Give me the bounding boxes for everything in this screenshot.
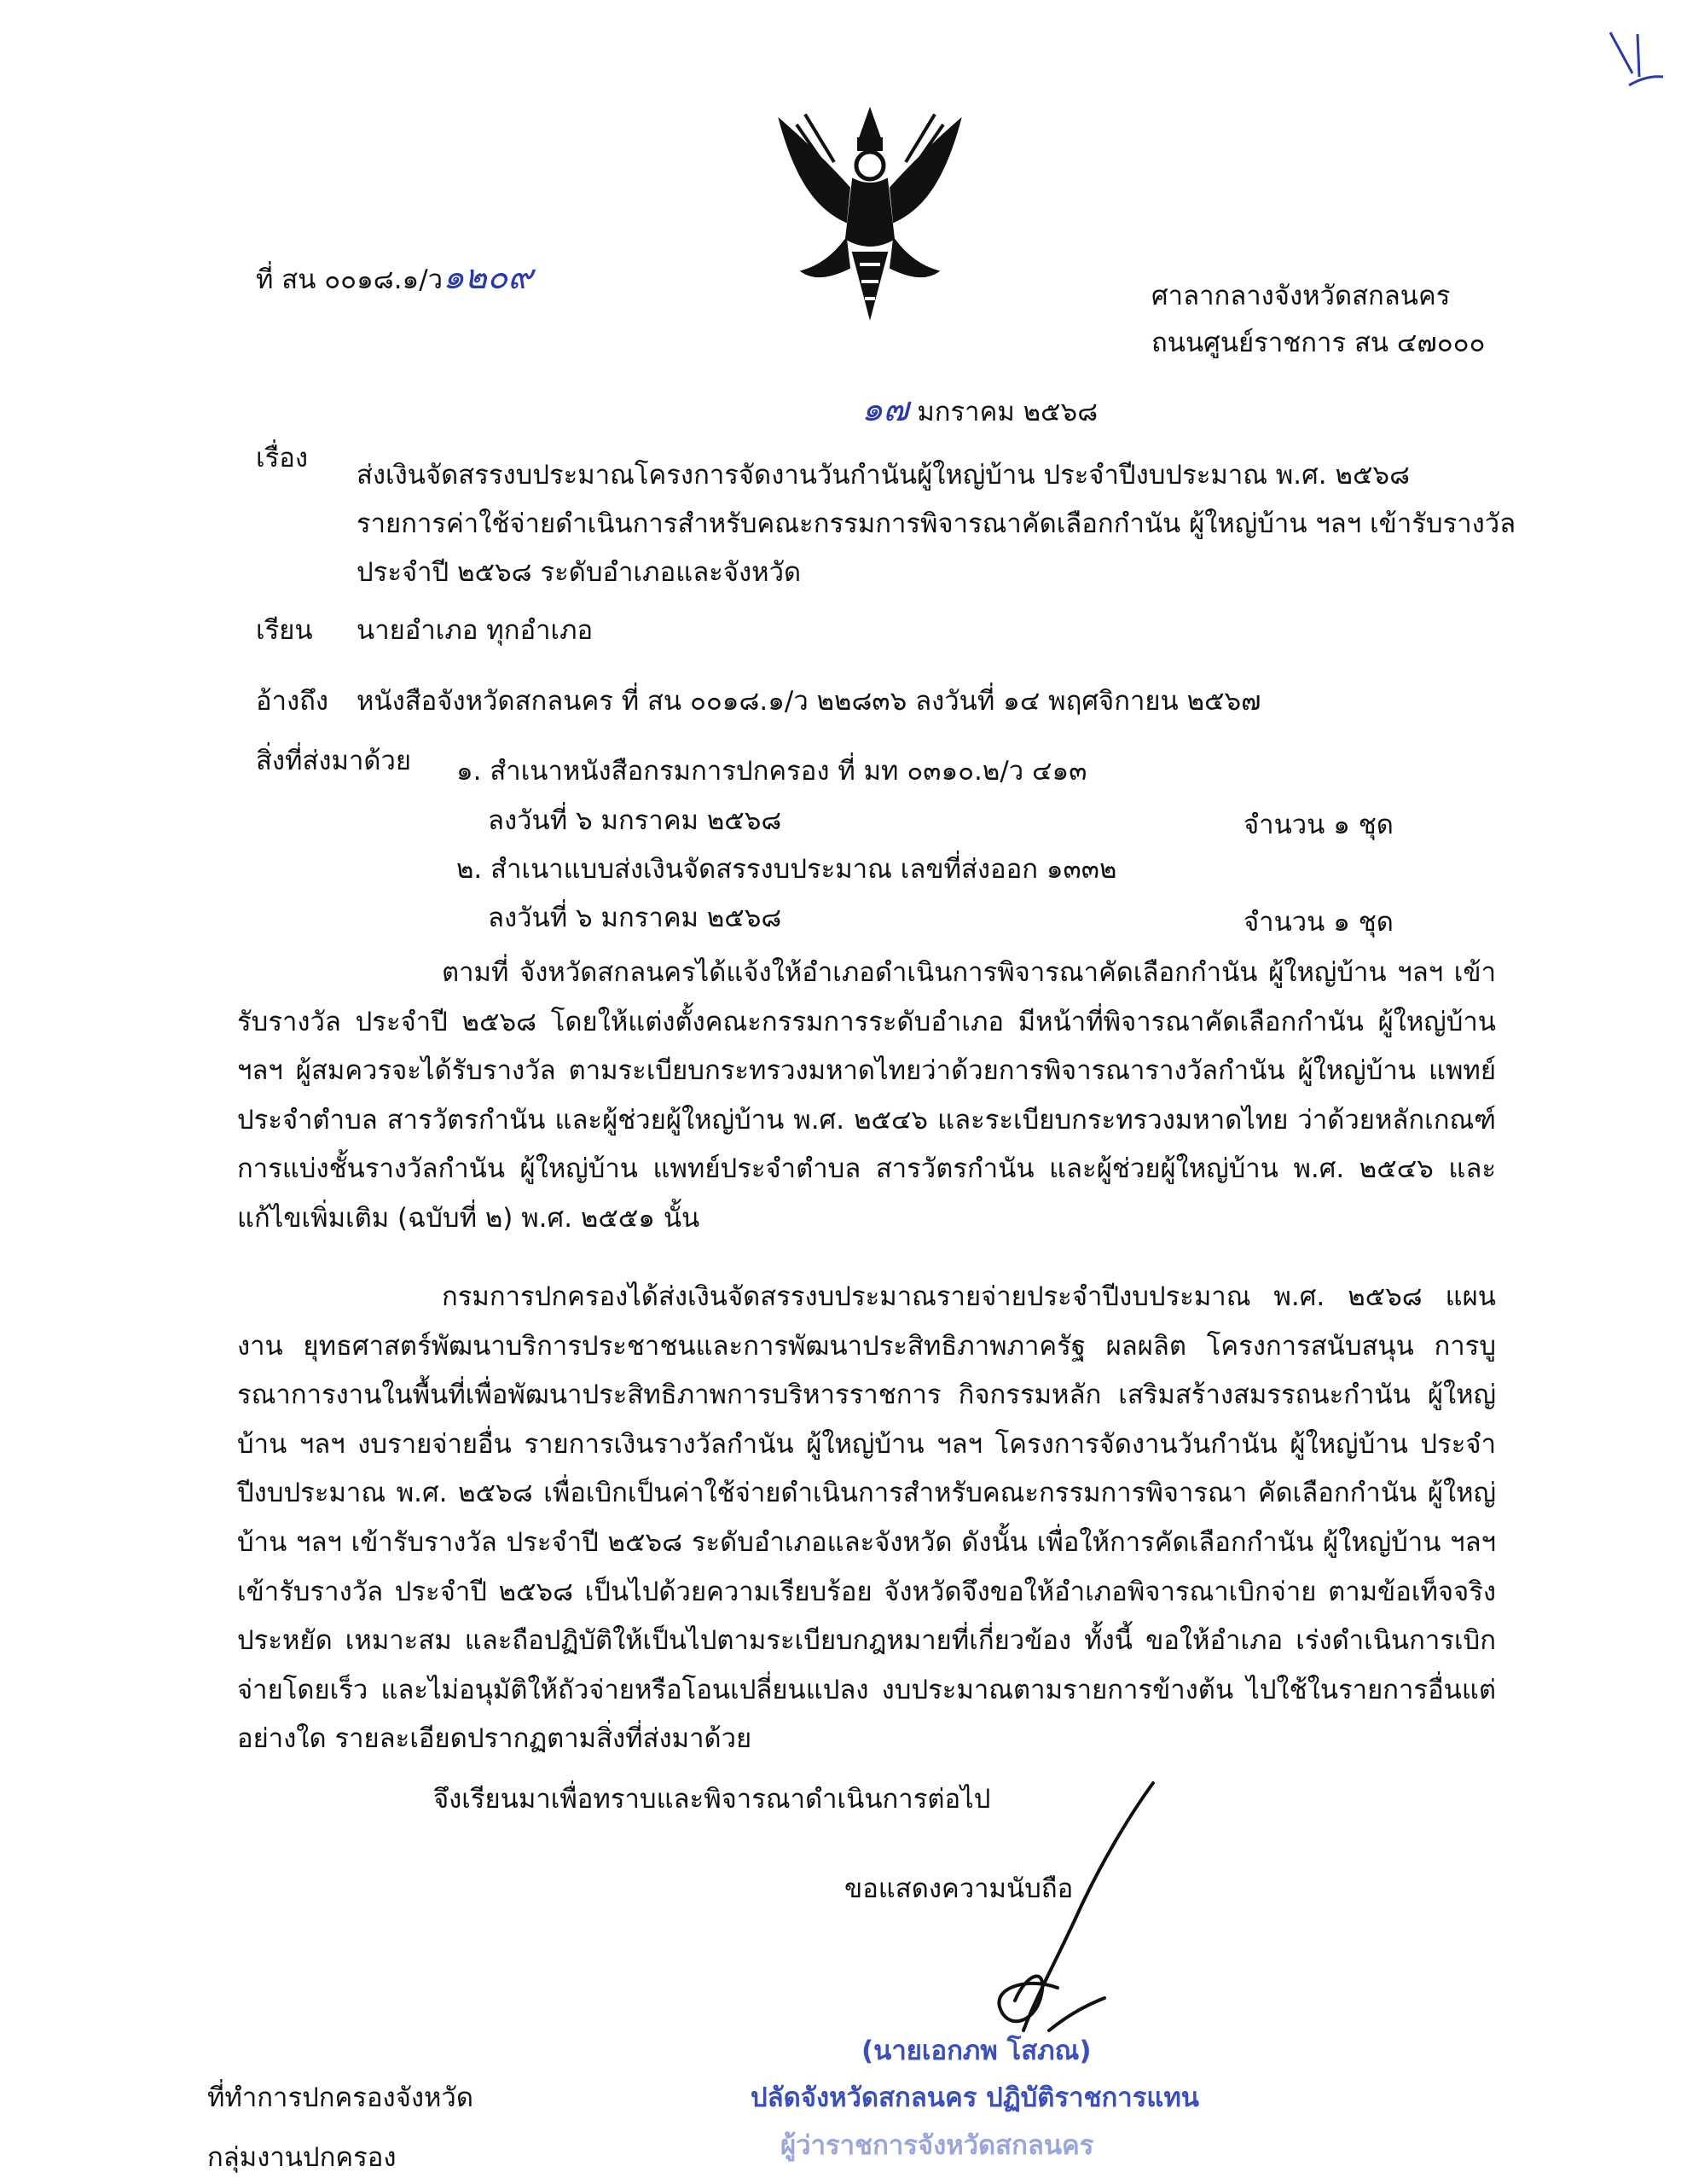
- subject-line-1: ส่งเงินจัดสรรงบประมาณโครงการจัดงานวันกำนันผู้ใหญ่บ้าน ประจำปีงบประมาณ พ.ศ. ๒๕๖๘: [357, 460, 1411, 491]
- enclosure-1-line2: ลงวันที่ ๖ มกราคม ๒๕๖๘: [488, 805, 782, 836]
- corner-checkmark-icon: [1603, 26, 1672, 94]
- footer-office-line2: กลุ่มงานปกครอง: [207, 2142, 397, 2173]
- body-paragraph-2-text: กรมการปกครองได้ส่งเงินจัดสรรงบประมาณรายจ่ายประจำปีงบประมาณ พ.ศ. ๒๕๖๘ แผนงาน ยุทธศาสตร์พัฒนาบริการประชาชนและการพัฒนาประสิทธิภาพภาครัฐ ผลผลิต โครงการสนับสนุน การบูรณาการงานในพื้นที่เพื่อพัฒนาประสิทธิภาพการบริหารราชการ กิจกรรมหลัก เสริมสร้างสมรรถนะกำนัน ผู้ใหญ่บ้าน ฯลฯ งบรายจ่ายอื่น รายการเงินรางวัลกำนัน ผู้ใหญ่บ้าน ฯลฯ โครงการจัดงานวันกำนัน ผู้ใหญ่บ้าน ประจำปีงบประมาณ พ.ศ. ๒๕๖๘ เพื่อเบิกเป็นค่าใช้จ่ายดำเนินการสำหรับคณะกรรมการพิจารณา คัดเลือกกำนัน ผู้ใหญ่บ้าน ฯลฯ เข้ารับรางวัล ประจำปี ๒๕๖๘ ระดับอำเภอและจังหวัด ดังนั้น เพื่อให้การคัดเลือกกำนัน ผู้ใหญ่บ้าน ฯลฯ เข้ารับรางวัล ประจำปี ๒๕๖๘ เป็นไปด้วยความเรียบร้อย จังหวัดจึงขอให้อำเภอพิจารณาเบิกจ่าย ตามข้อเท็จจริง ประหยัด เหมาะสม และถือปฏิบัติให้เป็นไปตามระเบียบกฎหมายที่เกี่ยวข้อง ทั้งนี้ ขอให้อำเภอ เร่งดำเนินการเบิกจ่ายโดยเร็ว และไม่อนุมัติให้ถัวจ่ายหรือโอนเปลี่ยนแปลง งบประมาณตามรายการข้างต้น ไปใช้ในรายการอื่นแต่อย่างใด รายละเอียดปรากฏตามสิ่งที่ส่งมาด้วย: [237, 1281, 1496, 1755]
- signature-icon: [921, 1774, 1177, 2048]
- recipient-text: นายอำเภอ ทุกอำเภอ: [357, 615, 594, 646]
- enclosure-1-line1: ๑. สำเนาหนังสือกรมการปกครอง ที่ มท ๐๓๑๐.๒/ว ๔๑๓: [456, 756, 1087, 787]
- closing-request: จึงเรียนมาเพื่อทราบและพิจารณาดำเนินการต่อไป: [433, 1784, 991, 1815]
- body-paragraph-1-text: ตามที่ จังหวัดสกลนครได้แจ้งให้อำเภอดำเนินการพิจารณาคัดเลือกกำนัน ผู้ใหญ่บ้าน ฯลฯ เข้ารับรางวัล ประจำปี ๒๕๖๘ โดยให้แต่งตั้งคณะกรรมการระดับอำเภอ มีหน้าที่พิจารณาคัดเลือกกำนัน ผู้ใหญ่บ้าน ฯลฯ ผู้สมควรจะได้รับรางวัล ตามระเบียบกระทรวงมหาดไทยว่าด้วยการพิจารณารางวัลกำนัน ผู้ใหญ่บ้าน แพทย์ประจำตำบล สารวัตรกำนัน และผู้ช่วยผู้ใหญ่บ้าน พ.ศ. ๒๕๔๖ และระเบียบกระทรวงมหาดไทย ว่าด้วยหลักเกณฑ์การแบ่งชั้นรางวัลกำนัน ผู้ใหญ่บ้าน แพทย์ประจำตำบล สารวัตรกำนัน และผู้ช่วยผู้ใหญ่บ้าน พ.ศ. ๒๕๔๖ และแก้ไขเพิ่มเติม (ฉบับที่ ๒) พ.ศ. ๒๕๕๑ นั้น: [237, 957, 1496, 1234]
- subject-line-3: ประจำปี ๒๕๖๘ ระดับอำเภอและจังหวัด: [357, 557, 802, 588]
- recipient-label: เรียน: [256, 615, 313, 646]
- document-date: [861, 388, 1098, 431]
- date-month-year: มกราคม ๒๕๖๘: [917, 397, 1099, 427]
- enclosure-1-quantity: จำนวน ๑ ชุด: [1244, 810, 1394, 840]
- signer-title-line2: ผู้ว่าราชการจังหวัดสกลนคร: [780, 2130, 1094, 2161]
- office-address-line2: ถนนศูนย์ราชการ สน ๔๗๐๐๐: [1151, 328, 1486, 358]
- reference-prefix: ที่ สน ๐๐๑๘.๑/ว: [256, 264, 443, 295]
- reference-label: อ้างถึง: [256, 686, 329, 717]
- subject-label: เรื่อง: [256, 443, 309, 473]
- document-reference-number: [256, 256, 533, 299]
- signer-name: (นายเอกภพ โสภณ): [861, 2036, 1092, 2066]
- enclosure-2-line1: ๒. สำเนาแบบส่งเงินจัดสรรงบประมาณ เลขที่ส่งออก ๑๓๓๒: [456, 854, 1117, 885]
- office-address-line1: ศาลากลางจังหวัดสกลนคร: [1151, 281, 1451, 311]
- signer-title-line1: ปลัดจังหวัดสกลนคร ปฏิบัติราชการแทน: [751, 2082, 1199, 2113]
- enclosure-2-quantity: จำนวน ๑ ชุด: [1244, 907, 1394, 938]
- enclosure-label: สิ่งที่ส่งมาด้วย: [256, 746, 412, 776]
- body-paragraph-2: [237, 1273, 1496, 1764]
- enclosure-2-line2: ลงวันที่ ๖ มกราคม ๒๕๖๘: [488, 903, 782, 933]
- garuda-emblem-icon: [768, 94, 972, 324]
- closing-salutation: ขอแสดงความนับถือ: [844, 1873, 1074, 1904]
- footer-office-line1: ที่ทำการปกครองจังหวัด: [207, 2082, 473, 2113]
- subject-line-2: รายการค่าใช้จ่ายดำเนินการสำหรับคณะกรรมการพิจารณาคัดเลือกกำนัน ผู้ใหญ่บ้าน ฯลฯ เข้ารับรางวัล: [357, 508, 1516, 539]
- reference-text: หนังสือจังหวัดสกลนคร ที่ สน ๐๐๑๘.๑/ว ๒๒๘๓๖ ลงวันที่ ๑๔ พฤศจิกายน ๒๕๖๗: [357, 686, 1261, 717]
- body-paragraph-1: [237, 949, 1496, 1244]
- date-day-handwritten: ๑๗: [861, 390, 909, 429]
- reference-handwritten-number: ๑๒๐๙: [443, 258, 533, 297]
